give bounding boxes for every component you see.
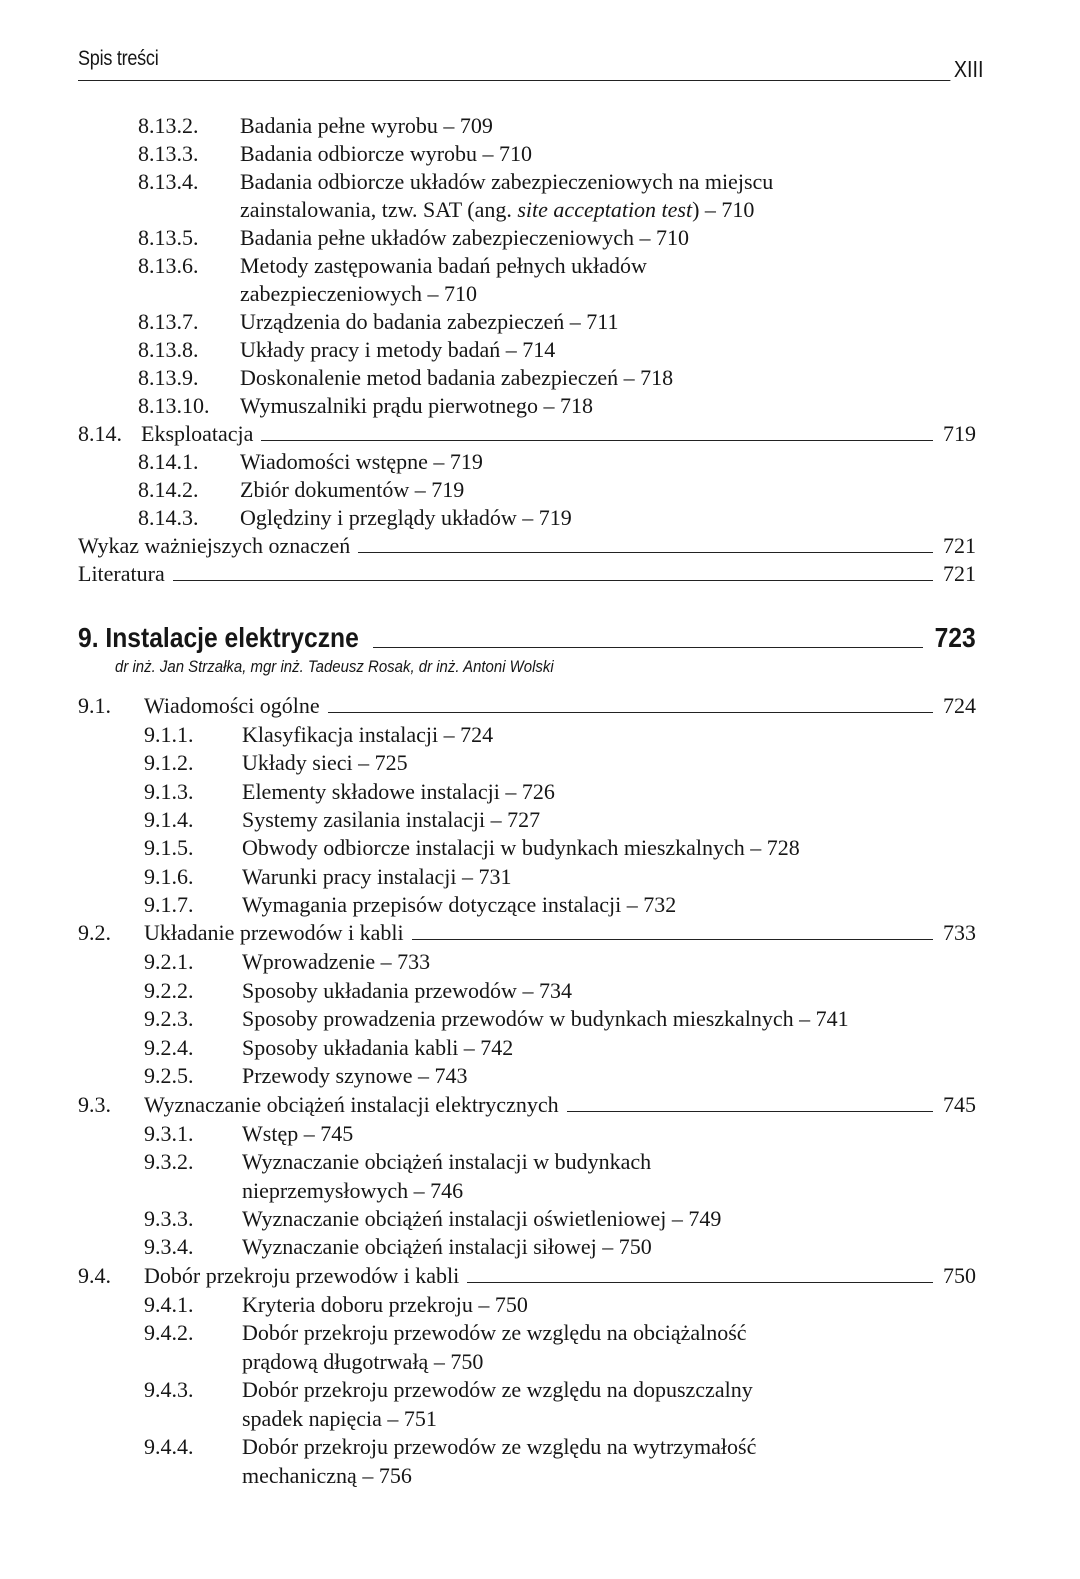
- leader-line: [358, 552, 933, 553]
- entry-number: 9.1.1.: [144, 722, 194, 747]
- running-head-page-number: XIII: [951, 56, 984, 83]
- back-matter-page: 721: [943, 533, 976, 558]
- entry-number: 8.14.3.: [138, 505, 199, 530]
- toc-entry[interactable]: [144, 778, 944, 806]
- entry-title: Klasyfikacja instalacji – 724: [242, 722, 494, 747]
- toc-entry[interactable]: [138, 252, 938, 280]
- entry-title: Obwody odbiorcze instalacji w budynkach mieszkalnych – 728: [242, 835, 800, 860]
- toc-entry[interactable]: [138, 112, 938, 140]
- entry-title-continuation: zabezpieczeniowych – 710: [240, 281, 477, 306]
- chapter-authors: dr inż. Jan Strzałka, mgr inż. Tadeusz Rosak, dr inż. Antoni Wolski: [115, 657, 554, 676]
- back-matter-title: Literatura: [78, 561, 165, 586]
- chapter-heading[interactable]: [78, 620, 976, 656]
- entry-title: Badania odbiorcze wyrobu – 710: [240, 141, 533, 166]
- toc-entry-continuation[interactable]: [144, 1462, 944, 1490]
- toc-section[interactable]: [78, 1262, 976, 1290]
- entry-title: Kryteria doboru przekroju – 750: [242, 1292, 528, 1317]
- toc-entry[interactable]: [144, 948, 944, 976]
- entry-title: Wyznaczanie obciążeń instalacji w budynkach: [242, 1149, 652, 1174]
- section-page: 745: [943, 1092, 976, 1117]
- section-number: 9.4.: [78, 1263, 111, 1288]
- entry-title-continuation: [240, 196, 754, 224]
- entry-title: Wyznaczanie obciążeń instalacji siłowej – 750: [242, 1234, 652, 1259]
- leader-line: [261, 440, 933, 441]
- toc-entry-continuation[interactable]: [144, 1177, 944, 1205]
- entry-number: 8.13.2.: [138, 113, 199, 138]
- section-title: Wyznaczanie obciążeń instalacji elektrycznych: [144, 1092, 559, 1117]
- entry-number: 9.3.1.: [144, 1121, 194, 1146]
- entry-title: Wstęp – 745: [242, 1121, 354, 1146]
- chapter-page: 723: [934, 622, 976, 653]
- toc-back-matter-literature[interactable]: [78, 560, 976, 588]
- toc-entry[interactable]: [144, 1034, 944, 1062]
- entry-title: Układy sieci – 725: [242, 750, 408, 775]
- toc-entry-continuation[interactable]: [138, 196, 938, 224]
- entry-title: Elementy składowe instalacji – 726: [242, 779, 555, 804]
- leader-line: [412, 939, 933, 940]
- toc-entry-continuation[interactable]: [138, 280, 938, 308]
- entry-title: Wprowadzenie – 733: [242, 949, 431, 974]
- section-number: 9.1.: [78, 693, 111, 718]
- entry-number: 9.4.4.: [144, 1434, 194, 1459]
- entry-number: 9.1.4.: [144, 807, 194, 832]
- toc-entry[interactable]: [144, 891, 944, 919]
- entry-number: 8.13.8.: [138, 337, 199, 362]
- entry-text: ) – 710: [692, 197, 755, 222]
- entry-number: 8.13.10.: [138, 393, 210, 418]
- entry-title: Dobór przekroju przewodów ze względu na wytrzymałość: [242, 1434, 757, 1459]
- section-title: Eksploatacja: [141, 421, 254, 446]
- entry-title: Dobór przekroju przewodów ze względu na obciążalność: [242, 1320, 747, 1345]
- toc-entry[interactable]: [138, 336, 938, 364]
- toc-entry[interactable]: [138, 308, 938, 336]
- entry-title: Oględziny i przeglądy układów – 719: [240, 505, 572, 530]
- entry-title-continuation: mechaniczną – 756: [242, 1463, 412, 1488]
- entry-text: zainstalowania, tzw. SAT (ang.: [240, 197, 518, 222]
- entry-title: Warunki pracy instalacji – 731: [242, 864, 512, 889]
- section-number: 9.2.: [78, 920, 111, 945]
- toc-entry[interactable]: [144, 834, 944, 862]
- back-matter-page: 721: [943, 561, 976, 586]
- entry-title: Doskonalenie metod badania zabezpieczeń – 718: [240, 365, 674, 390]
- toc-entry[interactable]: [144, 1291, 944, 1319]
- toc-entry-continuation[interactable]: [144, 1348, 944, 1376]
- toc-entry[interactable]: [144, 977, 944, 1005]
- entry-title: Zbiór dokumentów – 719: [240, 477, 465, 502]
- toc-entry[interactable]: [138, 504, 938, 532]
- section-page: 733: [943, 920, 976, 945]
- toc-entry[interactable]: [144, 749, 944, 777]
- toc-entry[interactable]: [144, 1319, 944, 1347]
- leader-line: [567, 1111, 933, 1112]
- toc-entry[interactable]: [138, 168, 938, 196]
- entry-number: 9.1.6.: [144, 864, 194, 889]
- entry-title: Dobór przekroju przewodów ze względu na dopuszczalny: [242, 1377, 753, 1402]
- entry-title: Sposoby prowadzenia przewodów w budynkach mieszkalnych – 741: [242, 1006, 849, 1031]
- entry-number: 8.13.4.: [138, 169, 199, 194]
- entry-number: 8.13.5.: [138, 225, 199, 250]
- toc-entry[interactable]: [144, 806, 944, 834]
- entry-number: 9.3.3.: [144, 1206, 194, 1231]
- toc-entry[interactable]: [144, 1005, 944, 1033]
- toc-entry[interactable]: [144, 863, 944, 891]
- section-number: 9.3.: [78, 1092, 111, 1117]
- toc-entry[interactable]: [138, 140, 938, 168]
- entry-number: 8.14.2.: [138, 477, 199, 502]
- entry-number: 8.13.9.: [138, 365, 199, 390]
- toc-entry[interactable]: [144, 721, 944, 749]
- toc-entry[interactable]: [138, 364, 938, 392]
- entry-title: Wymuszalniki prądu pierwotnego – 718: [240, 393, 594, 418]
- toc-section[interactable]: [78, 1091, 976, 1119]
- entry-title: Wiadomości wstępne – 719: [240, 449, 483, 474]
- entry-number: 8.13.6.: [138, 253, 199, 278]
- entry-title: Wymagania przepisów dotyczące instalacji – 732: [242, 892, 677, 917]
- entry-number: 9.3.4.: [144, 1234, 194, 1259]
- entry-number: 8.13.7.: [138, 309, 199, 334]
- toc-entry[interactable]: [138, 224, 938, 252]
- entry-title: Badania pełne układów zabezpieczeniowych – 710: [240, 225, 689, 250]
- toc-back-matter-symbols[interactable]: [78, 532, 976, 560]
- entry-number: 9.3.2.: [144, 1149, 194, 1174]
- toc-section[interactable]: [78, 919, 976, 947]
- entry-title: Wyznaczanie obciążeń instalacji oświetleniowej – 749: [242, 1206, 722, 1231]
- entry-title: Urządzenia do badania zabezpieczeń – 711: [240, 309, 619, 334]
- running-head: [78, 44, 984, 82]
- toc-entry[interactable]: [138, 392, 938, 420]
- leader-line: [467, 1282, 933, 1283]
- entry-title: Metody zastępowania badań pełnych układów: [240, 253, 647, 278]
- entry-number: 9.4.1.: [144, 1292, 194, 1317]
- entry-title: Układy pracy i metody badań – 714: [240, 337, 556, 362]
- entry-title-continuation: prądową długotrwałą – 750: [242, 1349, 484, 1374]
- section-page: 750: [943, 1263, 976, 1288]
- toc-entry[interactable]: [144, 1062, 944, 1090]
- leader-line: [173, 580, 933, 581]
- entry-number: 9.2.2.: [144, 978, 194, 1003]
- leader-line: [373, 647, 923, 648]
- entry-title: Przewody szynowe – 743: [242, 1063, 468, 1088]
- back-matter-title: Wykaz ważniejszych oznaczeń: [78, 533, 351, 558]
- entry-title: Sposoby układania przewodów – 734: [242, 978, 572, 1003]
- entry-italic-term: site acceptation test: [517, 197, 693, 222]
- toc-entry[interactable]: [144, 1433, 944, 1461]
- entry-number: 9.2.4.: [144, 1035, 194, 1060]
- toc-entry-continuation[interactable]: [144, 1405, 944, 1433]
- section-title: Wiadomości ogólne: [144, 693, 320, 718]
- toc-entry[interactable]: [144, 1148, 944, 1176]
- running-head-title: Spis treści: [78, 47, 159, 70]
- chapter-title: 9. Instalacje elektryczne: [78, 622, 359, 653]
- entry-number: 9.2.1.: [144, 949, 194, 974]
- section-page: 724: [943, 693, 976, 718]
- toc-section-8-14[interactable]: [78, 420, 976, 448]
- entry-title: Badania pełne wyrobu – 709: [240, 113, 493, 138]
- toc-entry[interactable]: [144, 1120, 944, 1148]
- section-page: 719: [943, 421, 976, 446]
- toc-entry[interactable]: [144, 1233, 944, 1261]
- entry-number: 9.4.3.: [144, 1377, 194, 1402]
- entry-title-continuation: nieprzemysłowych – 746: [242, 1178, 464, 1203]
- entry-number: 8.13.3.: [138, 141, 199, 166]
- entry-number: 8.14.1.: [138, 449, 199, 474]
- toc-entry[interactable]: [144, 1376, 944, 1404]
- entry-title-continuation: spadek napięcia – 751: [242, 1406, 437, 1431]
- entry-number: 9.1.7.: [144, 892, 194, 917]
- entry-number: 9.1.3.: [144, 779, 194, 804]
- section-title: Dobór przekroju przewodów i kabli: [144, 1263, 460, 1288]
- entry-number: 9.4.2.: [144, 1320, 194, 1345]
- section-number: 8.14.: [78, 421, 122, 446]
- toc-entry[interactable]: [144, 1205, 944, 1233]
- entry-number: 9.2.5.: [144, 1063, 194, 1088]
- entry-title: Badania odbiorcze układów zabezpieczeniowych na miejscu: [240, 169, 774, 194]
- leader-line: [328, 712, 933, 713]
- toc-entry[interactable]: [138, 476, 938, 504]
- toc-entry[interactable]: [138, 448, 938, 476]
- toc-section[interactable]: [78, 692, 976, 720]
- entry-title: Sposoby układania kabli – 742: [242, 1035, 514, 1060]
- entry-number: 9.2.3.: [144, 1006, 194, 1031]
- entry-title: Systemy zasilania instalacji – 727: [242, 807, 541, 832]
- section-title: Układanie przewodów i kabli: [144, 920, 404, 945]
- entry-number: 9.1.5.: [144, 835, 194, 860]
- entry-number: 9.1.2.: [144, 750, 194, 775]
